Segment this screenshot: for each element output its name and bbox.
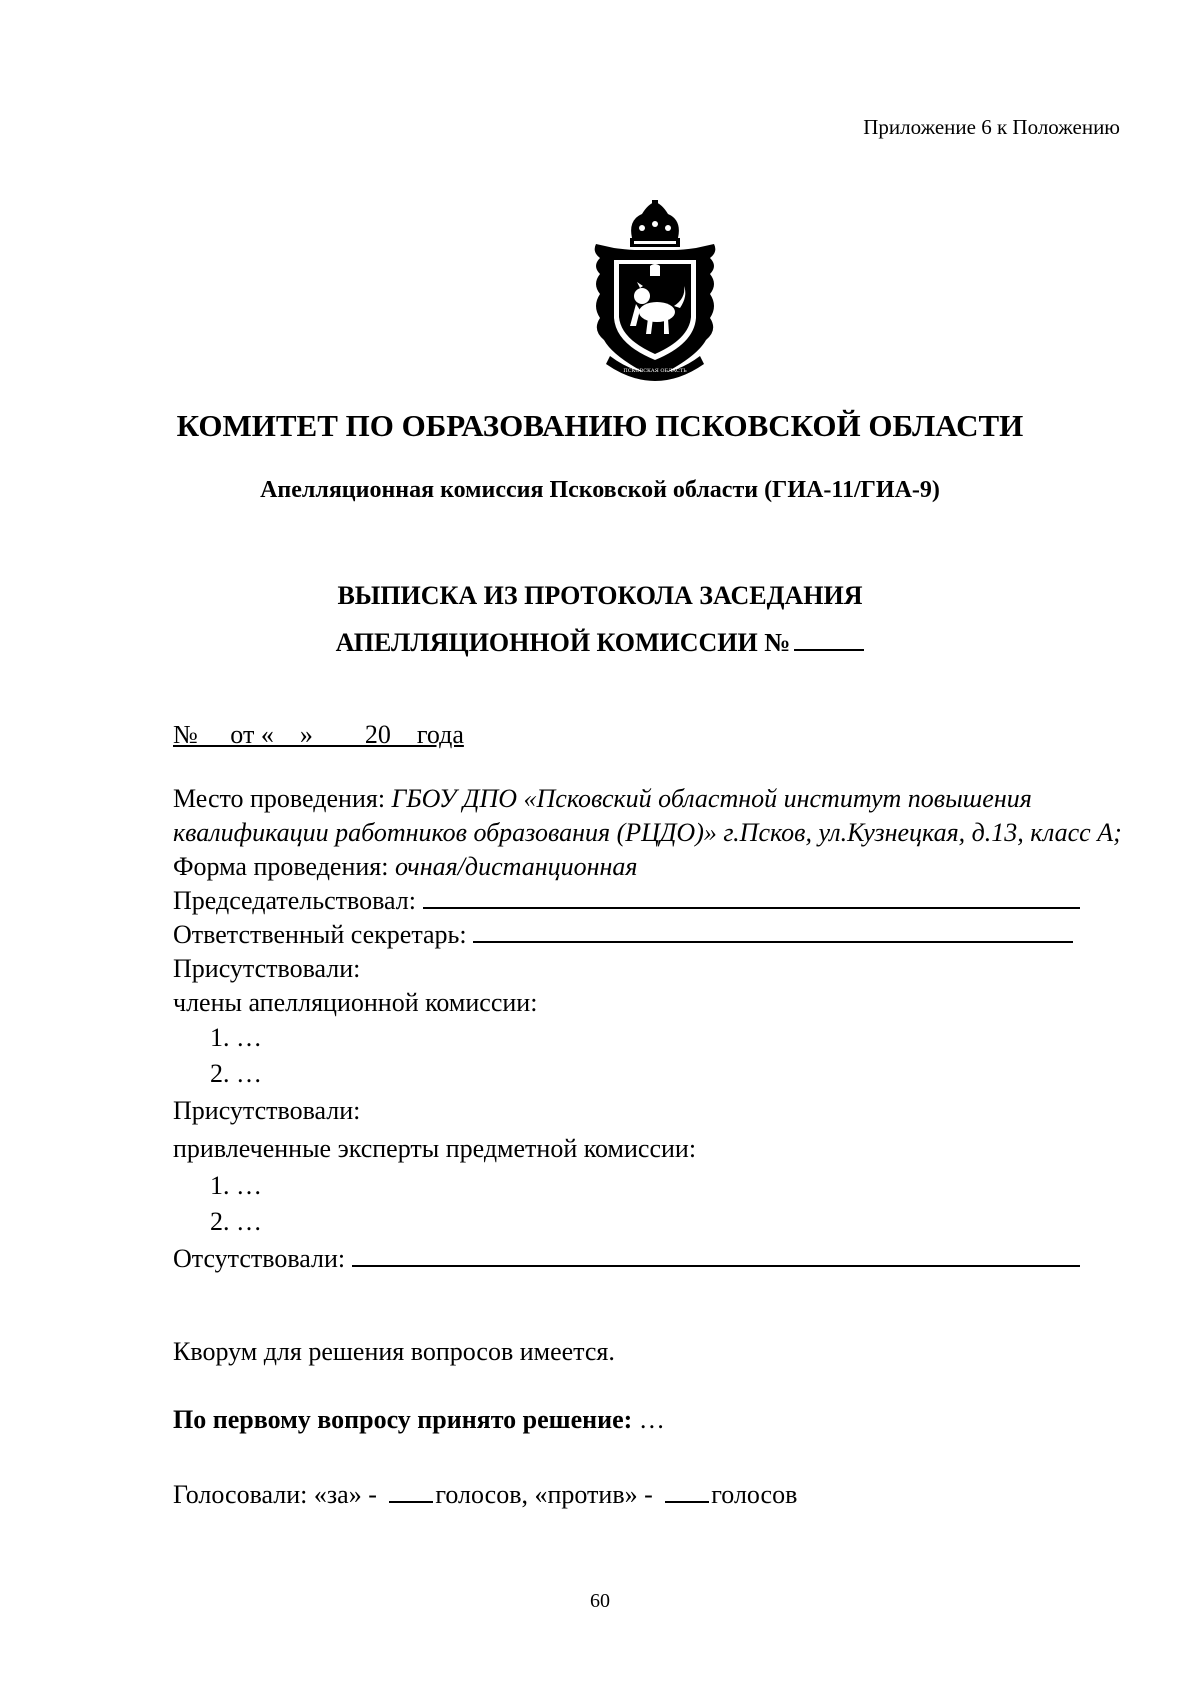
meeting-form-value: очная/дистанционная [394,852,638,881]
decision [173,1405,665,1435]
meeting-details [173,782,1123,1278]
voting-prefix: Голосовали: «за» - [173,1480,384,1509]
chair-label: Председательствовал: [173,886,423,915]
protocol-number-blank[interactable] [794,629,864,651]
votes-for-blank[interactable] [389,1481,433,1503]
present-label-members: Присутствовали: [173,954,361,983]
member-item-1: 1. … [210,1023,262,1052]
committee-name: КОМИТЕТ ПО ОБРАЗОВАНИЮ ПСКОВСКОЙ ОБЛАСТИ [176,408,1024,443]
secretary-blank[interactable] [473,919,1073,943]
absent-label: Отсутствовали: [173,1244,352,1273]
venue-value: ГБОУ ДПО «Псковский областной институт повышения квалификации работников образования (РЦДО)» г.Псков, ул.Кузнецкая, д.13, класс А; [173,784,1122,847]
meeting-form [173,850,1123,884]
chair-blank[interactable] [423,885,1080,909]
document-title-line-1: ВЫПИСКА ИЗ ПРОТОКОЛА ЗАСЕДАНИЯ [337,581,863,610]
venue-label: Место проведения: [173,784,392,813]
document-title [0,572,1200,666]
page-number: 60 [590,1590,610,1612]
absent-blank[interactable] [352,1243,1080,1267]
votes-against-blank[interactable] [665,1481,709,1503]
secretary-label: Ответственный секретарь: [173,920,474,949]
svg-text:ПСКОВСКАЯ ОБЛАСТЬ: ПСКОВСКАЯ ОБЛАСТЬ [623,368,687,374]
experts-label: привлеченные эксперты предметной комиссии: [173,1134,697,1163]
annex-reference: Приложение 6 к Положению [863,115,1120,139]
members-label: члены апелляционной комиссии: [173,988,538,1017]
absent [173,1240,1123,1278]
voting [173,1480,797,1510]
crown-icon [630,200,680,247]
voting-for-suffix: голосов, «против» - [435,1480,660,1509]
pskov-coat-of-arms-icon [590,200,720,385]
meeting-form-label: Форма проведения: [173,852,395,881]
document-title-line-2-text: АПЕЛЛЯЦИОННОЙ КОМИССИИ № [335,628,791,657]
document-title-line-2 [0,619,1200,666]
decision-label: По первому вопросу принято решение: [173,1405,633,1434]
expert-item-1: 1. … [210,1171,262,1200]
quorum-statement: Кворум для решения вопросов имеется. [173,1337,615,1366]
member-item-2: 2. … [210,1059,262,1088]
protocol-number-date-line: № от « » 20 года [173,720,464,749]
voting-against-suffix: голосов [711,1480,798,1509]
expert-item-2: 2. … [210,1207,262,1236]
venue [173,782,1123,850]
secretary [173,918,1123,952]
commission-name: Апелляционная комиссия Псковской области (ГИА-11/ГИА-9) [260,477,940,503]
chair [173,884,1123,918]
decision-value: … [632,1405,665,1434]
present-label-experts: Присутствовали: [173,1096,361,1125]
